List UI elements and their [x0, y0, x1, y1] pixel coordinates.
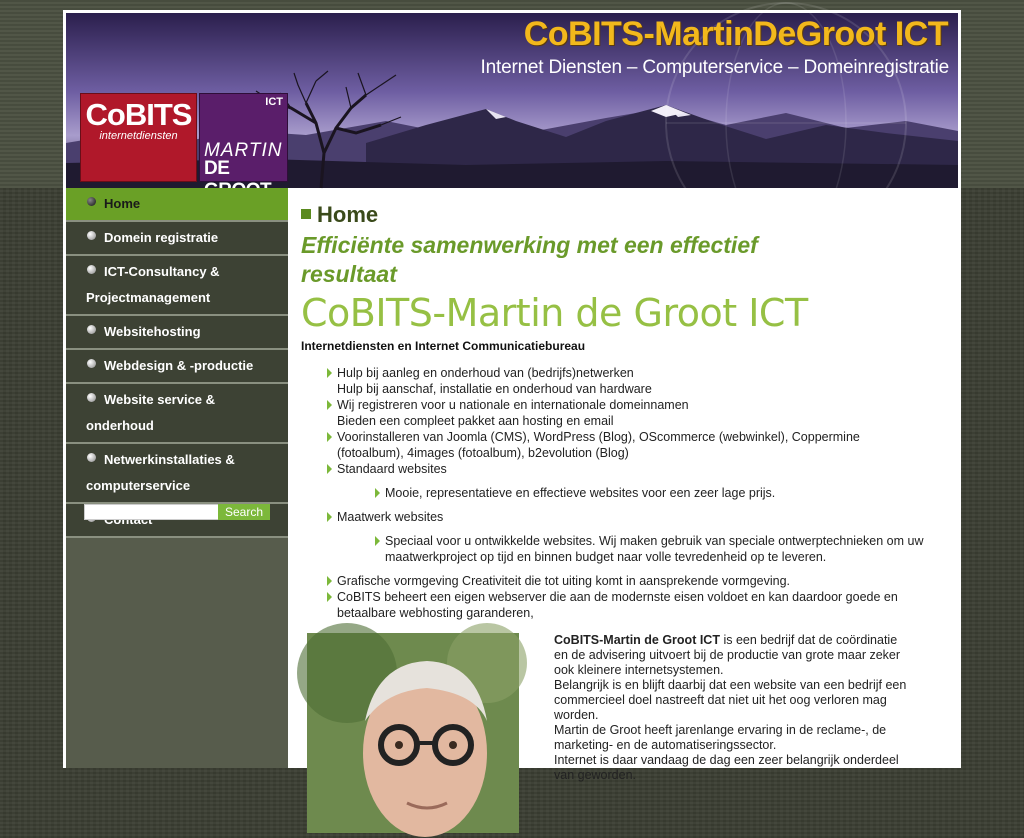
portrait-illustration: [307, 633, 519, 833]
cobits-logo-subtext: internetdiensten: [99, 130, 178, 142]
list-item-text: CoBITS beheert een eigen webserver die aan de modernste eisen voldoet en kan daardoor goede en: [337, 590, 898, 604]
profile-text-line: ook kleinere internetsystemen.: [554, 663, 724, 677]
list-item: [325, 461, 953, 501]
company-subtitle: Internetdiensten en Internet Communicatiebureau: [301, 339, 586, 353]
profile-text-line: marketing- en de automatiseringssector.: [554, 738, 777, 752]
bullet-icon: [87, 197, 96, 206]
sub-list-item: [373, 533, 953, 565]
profile-text-line: van geworden.: [554, 768, 637, 782]
profile-text-line: is een bedrijf dat de coördinatie: [719, 633, 898, 647]
bullet-icon: [87, 359, 96, 368]
services-list: [301, 365, 953, 621]
list-item-text: Standaard websites: [337, 462, 447, 476]
header-banner: [66, 13, 958, 188]
logo-martin-line2: DE: [204, 158, 230, 179]
sub-list: [337, 533, 953, 565]
menu-item-label-line2: computerservice: [86, 478, 191, 493]
menu-item-label: Website service &: [104, 392, 216, 407]
menu-item-label: ICT-Consultancy &: [104, 264, 220, 279]
page-heading-text: Home: [317, 202, 379, 227]
bullet-icon: [87, 231, 96, 240]
sub-list-item-text: maatwerkproject op tijd en binnen budget naar volle tevredenheid op te leveren.: [385, 550, 827, 564]
list-item-text: Voorinstalleren van Joomla (CMS), WordPress (Blog), OScommerce (webwinkel), Coppermine: [337, 430, 860, 444]
search-button[interactable]: Search: [218, 504, 270, 520]
profile-paragraph: [554, 678, 949, 723]
list-item-text: Hulp bij aanleg en onderhoud van (bedrijfs)netwerken: [337, 366, 634, 380]
sub-list-item-text: Speciaal voor u ontwikkelde websites. Wij maken gebruik van speciale ontwerptechnieken om uw: [385, 534, 924, 548]
menu-item-home[interactable]: [66, 188, 288, 222]
bullet-icon: [87, 325, 96, 334]
portrait-photo: [307, 633, 519, 833]
profile-text-line: Internet is daar vandaag de dag een zeer belangrijk onderdeel: [554, 753, 899, 767]
search-form: [84, 504, 270, 520]
search-input[interactable]: [84, 504, 220, 520]
profile-paragraph: [554, 633, 949, 678]
menu-item-label: Webdesign & -productie: [104, 358, 254, 373]
bullet-icon: [87, 453, 96, 462]
page-heading: [301, 202, 953, 228]
site-title: CoBITS-MartinDeGroot ICT: [523, 15, 948, 53]
menu-item-label-line2: onderhoud: [86, 418, 154, 433]
list-item: [325, 589, 953, 621]
company-title: CoBITS-Martin de Groot ICT: [301, 291, 808, 335]
list-item: [325, 573, 953, 589]
menu-item-netwerkinstallaties[interactable]: [66, 444, 288, 504]
menu-item-label: Websitehosting: [104, 324, 201, 339]
list-item-text: Wij registreren voor u nationale en internationale domeinnamen: [337, 398, 689, 412]
list-item-text: Grafische vormgeving Creativiteit die tot uiting komt in aansprekende vormgeving.: [337, 574, 790, 588]
profile-text-line: en de advisering uitvoert bij de productie van grote maar zeker: [554, 648, 901, 662]
martin-de-groot-logo[interactable]: [199, 93, 288, 182]
slogan: [301, 231, 953, 289]
menu-item-websitehosting[interactable]: [66, 316, 288, 350]
profile-text-line: commercieel doel nastreeft dat niet uit het oog verloren mag: [554, 693, 887, 707]
profile-company-name: CoBITS-Martin de Groot ICT: [554, 633, 720, 647]
profile-text-line: worden.: [554, 708, 599, 722]
bullet-icon: [87, 265, 96, 274]
site-tagline: Internet Diensten – Computerservice – Domeinregistratie: [480, 57, 949, 78]
heading-square-icon: [301, 209, 311, 219]
list-item: [325, 509, 953, 565]
list-item-text: (fotoalbum), 4images (fotoalbum), b2evolution (Blog): [337, 446, 629, 460]
menu-item-label: Domein registratie: [104, 230, 219, 245]
menu-item-domein-registratie[interactable]: [66, 222, 288, 256]
profile-paragraph: [554, 723, 949, 753]
logo-ict-tag: ICT: [265, 96, 283, 108]
profile-text-line: Martin de Groot heeft jarenlange ervaring in de reclame-, de: [554, 723, 887, 737]
page-container: [63, 10, 961, 782]
list-item-text: Hulp bij aanschaf, installatie en onderhoud van hardware: [337, 382, 652, 396]
sub-list: [337, 485, 953, 501]
main-content: [301, 202, 953, 782]
sidebar: [66, 188, 288, 768]
main-menu: [66, 188, 288, 538]
cobits-logo[interactable]: [80, 93, 197, 182]
logo-martin-line1: MARTIN: [204, 140, 283, 161]
menu-item-label: Netwerkinstallaties &: [104, 452, 235, 467]
menu-item-ict-consultancy[interactable]: [66, 256, 288, 316]
slogan-line2: resultaat: [301, 261, 397, 287]
list-item: [325, 365, 953, 397]
menu-item-webdesign[interactable]: [66, 350, 288, 384]
cobits-logo-text: CoBITS: [85, 97, 192, 132]
list-item-text: betaalbare webhosting garanderen,: [337, 606, 534, 620]
menu-item-label-line2: Projectmanagement: [86, 290, 211, 305]
list-item: [325, 429, 953, 461]
profile-text-line: Belangrijk is en blijft daarbij dat een website van een bedrijf een: [554, 678, 907, 692]
menu-item-website-service[interactable]: [66, 384, 288, 444]
profile-text: [554, 633, 949, 783]
list-item-text: Maatwerk websites: [337, 510, 444, 524]
bullet-icon: [87, 393, 96, 402]
slogan-line1: Efficiënte samenwerking met een effectief: [301, 232, 758, 258]
list-item-text: Bieden een compleet pakket aan hosting en email: [337, 414, 614, 428]
profile-section: [301, 633, 953, 833]
sub-list-item: Mooie, representatieve en effectieve websites voor een zeer lage prijs.: [373, 485, 953, 501]
list-item: [325, 397, 953, 429]
menu-item-label: Home: [104, 196, 141, 211]
profile-paragraph: [554, 753, 949, 783]
